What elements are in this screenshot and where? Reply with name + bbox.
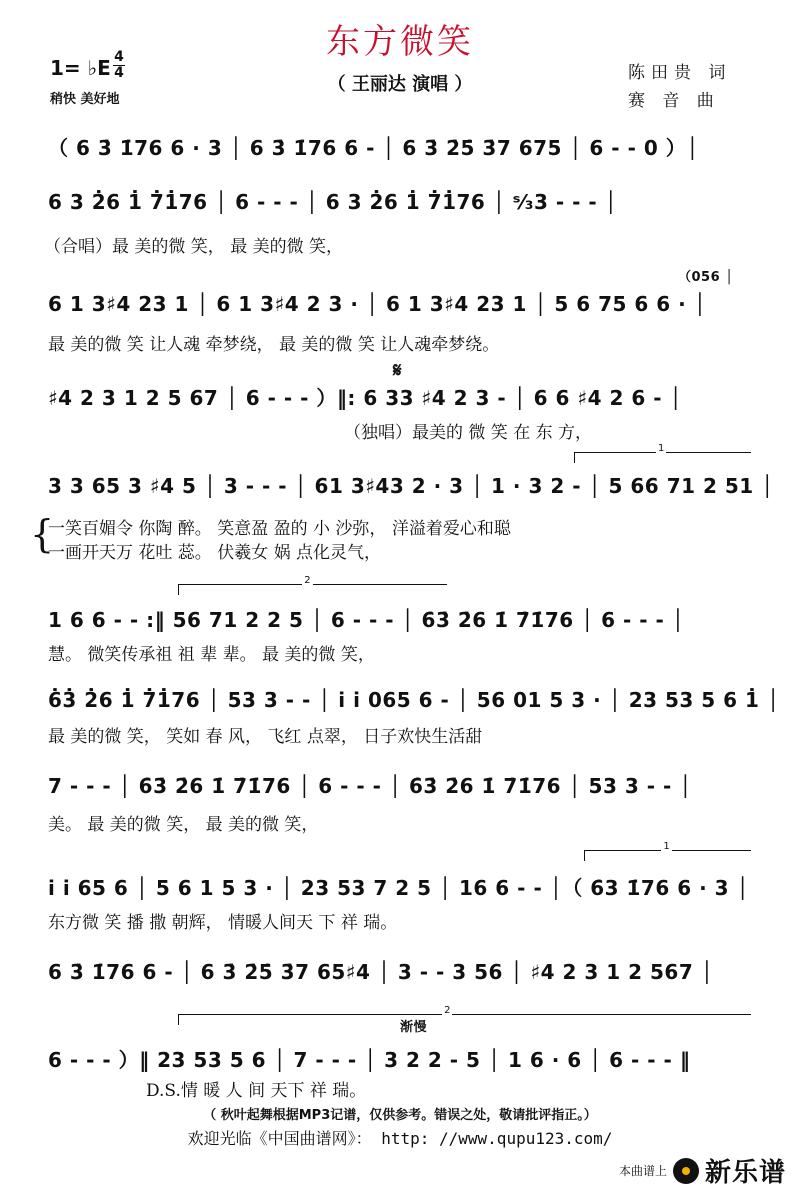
lyric-line-7: 最 美的微 笑， 笑如 春 风， 飞红 点翠， 日子欢快生活甜 [48,727,483,747]
notation-line-4: ♯4 2 3 1 2 5 67 │ 6 - - - ）‖: 6 33 ♯4 2 3 - │ 6 6 ♯4 2 6 - │ [48,386,683,410]
lyric-line-6: 慧。 微笑传承祖 祖 辈 辈。 最 美的微 笑， [48,645,375,665]
volta-label: 1 [663,841,670,852]
aside-marking-3: （056 │ [678,270,734,285]
time-signature-top: 4 [114,49,124,65]
lyric-line-4: （独唱）最美的 微 笑 在 东 方， [344,423,593,443]
performer-subtitle: （ 王丽达 演唱 ） [327,74,473,95]
lyric-line-3: 最 美的微 笑 让人魂 牵梦绕， 最 美的微 笑 让人魂牵梦绕。 [48,335,500,355]
logo-label: 本曲谱上 [618,1164,667,1178]
time-signature [113,50,125,81]
aside-marking-11: 渐慢 [400,1020,428,1035]
notation-line-7: 6̇3̇ 2̇6 1̇ 7̇1̇76 │ 53 3 - - │ i i 065 6 - │ 56 01 5 3 · │ 23 53 5 6 1̇ │ [48,688,780,712]
lyric-line-8: 美。 最 美的微 笑， 最 美的微 笑， [48,815,319,835]
lyric-line-2: （合唱）最 美的微 笑， 最 美的微 笑， [44,237,344,257]
transcription-note: （ 秋叶起舞根据MP3记谱，仅供参考。错误之处，敬请批评指正。） [203,1108,597,1123]
time-signature-bottom: 4 [114,65,124,81]
notation-line-1: （ 6 3̇ 1̇76 6 · 3 │ 6 3̇ 1̇76 6 - │ 6 3̇ 2̇5̇ 3̇7 675 │ 6 - - 0 ）│ [48,136,699,160]
notation-line-10: 6 3̇ 1̇76 6 - │ 6 3̇ 2̇5̇ 3̇7 65♯4 │ 3 - - 3 56 │ ♯4 2 3 1 2 567 │ [48,960,714,984]
segno-sign: 𝄋 [393,358,403,382]
notation-line-8: 7 - - - │ 6̇3̇ 2̇6 1̇ 7̇1̇76 │ 6 - - - │ 6̇3̇ 2̇6 1̇ 7̇1̇76 │ 53 3 - - │ [48,774,692,798]
notation-line-2: 6 3 2̇6 1̇ 7̇1̇76 │ 6 - - - │ 6 3 2̇6 1̇ 7̇1̇76 │ ˢ⁄₃3 - - - │ [48,190,618,214]
volta-bracket-2 [178,575,447,595]
notation-line-5: 3 3 65 3 ♯4 5 │ 3 - - - │ 61 3♯43 2 · 3 │ 1 · 3 2 - │ 5 66 71 2 51 │ [48,474,774,498]
tempo-marking: 稍快 美好地 [50,92,120,107]
lyricist-credit: 陈田贵 词 [628,63,732,83]
composer-credit: 赛 音 曲 [628,91,720,111]
volta-label: 2 [304,575,311,586]
key-signature: 1= ♭E [50,56,111,80]
notation-line-3: 6 1 3♯4 23 1 │ 6 1 3♯4 2 3 · │ 6 1 3♯4 23 1 │ 5 6 75 6 6 · │ [48,292,707,316]
lyric-line-5: 一笑百媚令 你陶 醉。 笑意盈 盈的 小 沙弥， 洋溢着爱心和聪 [48,519,511,539]
lyric-line-5-verse-2: 一画开天万 花吐 蕊。 伏羲女 娲 点化灵气， [48,543,382,563]
welcome-link[interactable]: 欢迎光临《中国曲谱网》： http: //www.qupu123.com/ [187,1129,613,1148]
notation-line-11: 6 - - - ）‖ 23 53 5 6 │ 7 - - - │ 3 2 2 - 5 │ 1 6 · 6 │ 6 - - - ‖ [48,1048,691,1072]
song-title: 东方微笑 [326,22,474,62]
volta-bracket-3 [584,841,751,861]
volta-label: 2 [444,1005,451,1016]
volta-bracket-1 [574,443,751,463]
lyric-line-11: D.S.情 暖 人 间 天下 祥 瑞。 [146,1081,367,1101]
record-disc-icon [673,1158,699,1184]
volta-label: 1 [657,443,665,454]
logo-brand: 新乐谱 [704,1158,786,1188]
site-logo[interactable] [619,1152,786,1189]
volta-bracket-4 [178,1005,751,1025]
notation-line-9: i i 65 6 │ 5 6 1 5 3 · │ 23 53 7 2 5 │ 16 6 - - │（ 6̇3 1̇76 6 · 3 │ [48,876,750,900]
lyric-line-9: 东方微 笑 播 撒 朝辉， 情暖人间天 下 祥 瑞。 [48,913,398,933]
verse-bracket: { [30,512,55,556]
notation-line-6: 1 6 6 - - :‖ 56 71 2 2 5 │ 6 - - - │ 6̇3̇ 2̇6 1̇ 7̇1̇76 │ 6 - - - │ [48,608,685,632]
